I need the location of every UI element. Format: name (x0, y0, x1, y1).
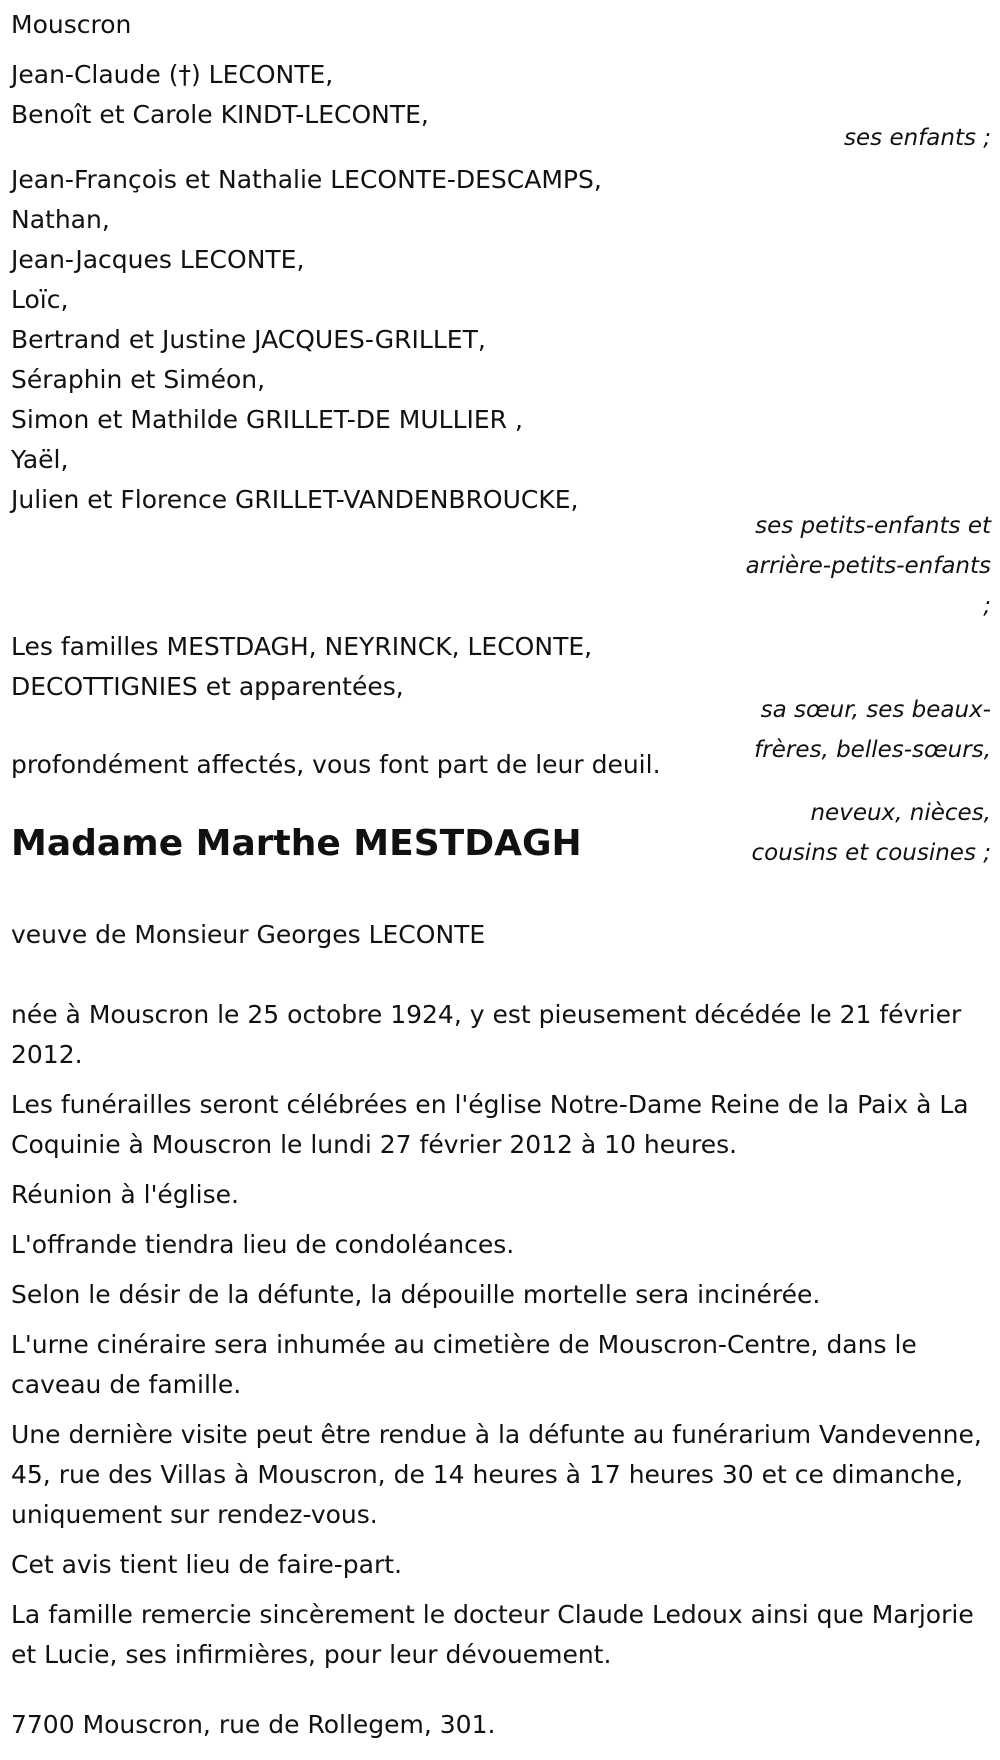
widow-line: veuve de Monsieur Georges LECONTE (11, 920, 486, 949)
paragraph-offering: L'offrande tiendra lieu de condoléances. (11, 1230, 515, 1259)
grandchild-line: Jean-François et Nathalie LECONTE-DESCAMPS, (11, 165, 602, 194)
address-line: 7700 Mouscron, rue de Rollegem, 301. (11, 1710, 496, 1739)
child-line: Benoît et Carole KINDT-LECONTE, (11, 100, 429, 129)
grandchild-line: Yaël, (11, 445, 69, 474)
grandchild-line: Simon et Mathilde GRILLET-DE MULLIER , (11, 405, 523, 434)
grandchild-line: Nathan, (11, 205, 110, 234)
paragraph-birth-death: née à Mouscron le 25 octobre 1924, y est pieusement décédée le 21 février 2012. (11, 1000, 962, 1069)
paragraph-visit: Une dernière visite peut être rendue à la défunte au funérarium Vandevenne, 45, rue des Villas à Mouscron, de 14 heures à 17 heures 30 et ce dimanche, uniquement sur rendez-vous. (11, 1420, 982, 1529)
paragraph-thanks: La famille remercie sincèrement le docteur Claude Ledoux ainsi que Marjorie et Lucie, ses infirmières, pour leur dévouement. (11, 1600, 974, 1669)
child-line: Jean-Claude (†) LECONTE, (11, 60, 334, 89)
grandchild-line: Séraphin et Siméon, (11, 365, 266, 394)
paragraph-meeting: Réunion à l'église. (11, 1180, 239, 1209)
families-line: Les familles MESTDAGH, NEYRINCK, LECONTE, (11, 632, 593, 661)
families-line: DECOTTIGNIES et apparentées, (11, 672, 404, 701)
grandchild-line: Jean-Jacques LECONTE, (11, 245, 305, 274)
children-role: ses enfants ; (844, 125, 991, 151)
families-role-cousins: neveux, nièces, cousins et cousines ; (751, 800, 991, 866)
grandchild-line: Bertrand et Justine JACQUES-GRILLET, (11, 325, 486, 354)
paragraph-cremation: Selon le désir de la défunte, la dépouille mortelle sera incinérée. (11, 1280, 821, 1309)
grandchildren-role: ses petits-enfants et arrière-petits-enfants ; (745, 513, 991, 619)
paragraph-notice: Cet avis tient lieu de faire-part. (11, 1550, 403, 1579)
families-role-siblings: sa sœur, ses beaux-frères, belles-sœurs, (754, 697, 991, 763)
paragraph-urn: L'urne cinéraire sera inhumée au cimetière de Mouscron-Centre, dans le caveau de famille. (11, 1330, 917, 1399)
affected-line: profondément affectés, vous font part de leur deuil. (11, 750, 661, 779)
grandchild-line: Loïc, (11, 285, 69, 314)
location-heading: Mouscron (11, 10, 132, 39)
grandchild-line: Julien et Florence GRILLET-VANDENBROUCKE, (11, 485, 579, 514)
paragraph-funeral: Les funérailles seront célébrées en l'église Notre-Dame Reine de la Paix à La Coquinie à Mouscron le lundi 27 février 2012 à 10 heures. (11, 1090, 969, 1159)
deceased-name: Madame Marthe MESTDAGH (11, 823, 582, 864)
